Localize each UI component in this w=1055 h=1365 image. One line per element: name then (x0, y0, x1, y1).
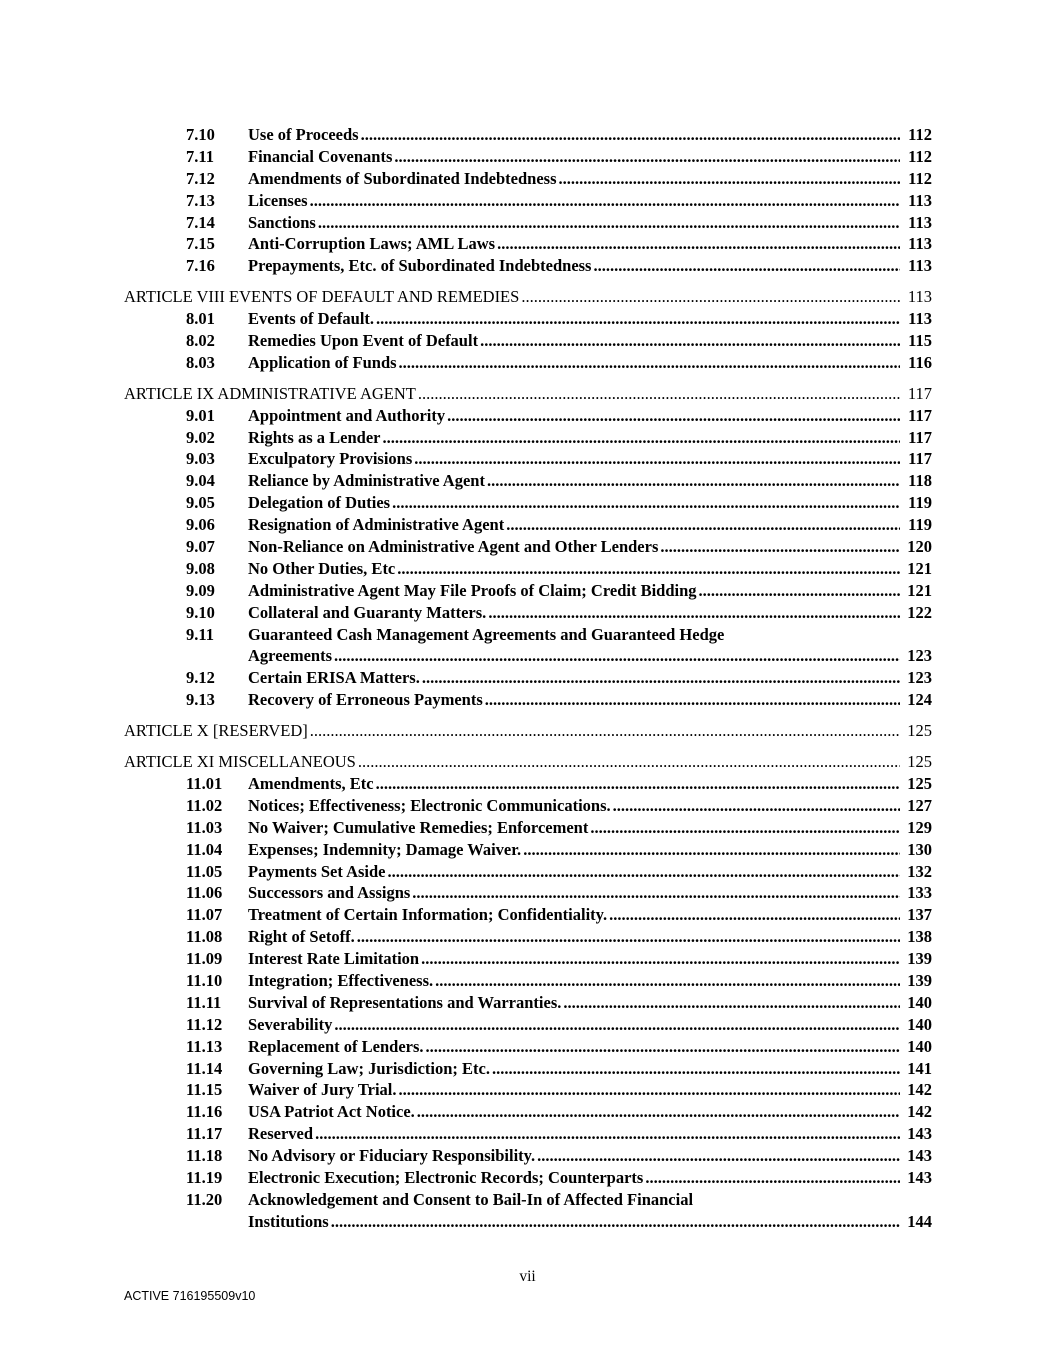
section-title: No Waiver; Cumulative Remedies; Enforcement (248, 817, 589, 837)
toc-leader-line (248, 948, 932, 970)
toc-leader-line (248, 904, 932, 926)
page-ref: 144 (907, 1211, 932, 1231)
section-title: Appointment and Authority (248, 405, 446, 425)
dot-leader (315, 1123, 900, 1145)
page-number: vii (519, 1268, 536, 1285)
dot-leader (334, 1014, 900, 1036)
toc-leader-line (248, 212, 932, 234)
page-ref: 123 (907, 646, 932, 666)
toc-section-entry (124, 948, 932, 970)
page-ref: 142 (907, 1080, 932, 1100)
section-number: 9.02 (186, 427, 215, 447)
page-ref: 140 (907, 1014, 932, 1034)
page-ref: 115 (908, 331, 932, 351)
page-ref: 113 (908, 309, 932, 329)
section-number: 8.02 (186, 331, 215, 351)
section-title: Amendments, Etc (248, 773, 374, 793)
dot-leader (418, 383, 900, 405)
toc-leader-line (248, 580, 932, 602)
section-title: USA Patriot Act Notice. (248, 1102, 415, 1122)
toc-leader-line (248, 470, 932, 492)
toc-section-entry (124, 558, 932, 580)
section-number: 9.07 (186, 537, 215, 557)
section-title: Reserved (248, 1124, 314, 1144)
section-title: Prepayments, Etc. of Subordinated Indebtedness (248, 256, 592, 276)
toc-leader-line (248, 308, 932, 330)
section-title: Certain ERISA Matters. (248, 668, 420, 688)
toc-leader-line (248, 817, 932, 839)
section-number: 7.13 (186, 190, 215, 210)
section-number: 11.19 (186, 1167, 223, 1187)
section-number: 11.10 (186, 970, 223, 990)
dot-leader (417, 1101, 900, 1123)
section-title: Financial Covenants (248, 146, 393, 166)
section-number: 9.12 (186, 668, 215, 688)
section-title: Amendments of Subordinated Indebtedness (248, 168, 557, 188)
section-title: Treatment of Certain Information; Confidentiality. (248, 905, 608, 925)
toc-leader-line (248, 689, 932, 711)
toc-leader-line (124, 286, 932, 308)
toc-section-entry (124, 1189, 932, 1233)
dot-leader (447, 405, 900, 427)
page-ref: 143 (907, 1146, 932, 1166)
dot-leader (376, 308, 900, 330)
dot-leader (488, 602, 900, 624)
page-ref: 119 (908, 515, 932, 535)
page-ref: 116 (908, 352, 932, 372)
section-number: 11.01 (186, 773, 223, 793)
page-ref: 125 (907, 773, 932, 793)
section-title-line1: Acknowledgement and Consent to Bail-In of Affected Financial (248, 1189, 694, 1209)
dot-leader (480, 330, 900, 352)
toc-section-entry (124, 427, 932, 449)
dot-leader (426, 1036, 900, 1058)
toc-leader-line (124, 383, 932, 405)
toc-article-entry (124, 751, 932, 773)
section-title: Recovery of Erroneous Payments (248, 690, 483, 710)
section-number: 7.11 (186, 146, 214, 166)
toc-section-entry (124, 1036, 932, 1058)
toc-section-entry (124, 667, 932, 689)
article-title: ARTICLE X [RESERVED] (124, 721, 308, 741)
section-number: 11.05 (186, 861, 223, 881)
page-ref: 113 (908, 212, 932, 232)
toc-section-entry (124, 190, 932, 212)
section-title: Notices; Effectiveness; Electronic Communications. (248, 795, 611, 815)
toc-section-entry (124, 1123, 932, 1145)
toc-leader-line (248, 602, 932, 624)
dot-leader (590, 817, 900, 839)
article-title: ARTICLE XI MISCELLANEOUS (124, 752, 356, 772)
page-ref: 143 (907, 1167, 932, 1187)
section-title: Remedies Upon Event of Default (248, 331, 479, 351)
section-number: 11.16 (186, 1102, 223, 1122)
section-number: 9.11 (186, 624, 214, 644)
section-number: 11.06 (186, 883, 223, 903)
page-ref: 117 (907, 383, 932, 403)
section-title: Non-Reliance on Administrative Agent and Other Lenders (248, 537, 659, 557)
dot-leader (334, 645, 900, 667)
toc-section-entry (124, 330, 932, 352)
section-number: 9.13 (186, 690, 215, 710)
section-number: 9.05 (186, 493, 215, 513)
toc-section-entry (124, 904, 932, 926)
page-ref: 127 (907, 795, 932, 815)
section-title: Administrative Agent May File Proofs of Claim; Credit Bidding (248, 580, 697, 600)
toc-section-entry (124, 580, 932, 602)
section-number: 7.16 (186, 256, 215, 276)
section-title: Payments Set Aside (248, 861, 386, 881)
section-title: Interest Rate Limitation (248, 949, 420, 969)
toc-section-entry (124, 1145, 932, 1167)
page-ref: 112 (908, 125, 932, 144)
section-number: 11.17 (186, 1124, 223, 1144)
section-number: 7.10 (186, 125, 215, 144)
toc-section-entry (124, 1014, 932, 1036)
page-ref: 137 (907, 905, 932, 925)
section-number: 11.12 (186, 1014, 223, 1034)
article-title: ARTICLE VIII EVENTS OF DEFAULT AND REMEDIES (124, 287, 520, 307)
section-number: 11.11 (186, 992, 222, 1012)
page-ref: 121 (907, 558, 932, 578)
page-ref: 132 (907, 861, 932, 881)
toc-section-entry (124, 1058, 932, 1080)
section-number: 8.01 (186, 309, 215, 329)
page-ref: 138 (907, 927, 932, 947)
toc-leader-line (248, 839, 932, 861)
dot-leader (394, 146, 900, 168)
dot-leader (593, 255, 900, 277)
toc-section-entry (124, 839, 932, 861)
section-number: 9.03 (186, 449, 215, 469)
toc-section-entry (124, 124, 932, 146)
toc-leader-line (248, 514, 932, 536)
page-ref: 112 (908, 146, 932, 166)
toc-leader-line (248, 427, 932, 449)
toc-section-entry (124, 1101, 932, 1123)
toc-leader-line (248, 795, 932, 817)
dot-leader (318, 212, 900, 234)
page-ref: 120 (907, 537, 932, 557)
section-number: 11.07 (186, 905, 223, 925)
section-title: Licenses (248, 190, 308, 210)
section-title: No Other Duties, Etc (248, 558, 396, 578)
section-number: 9.09 (186, 580, 215, 600)
page-ref: 117 (908, 427, 932, 447)
toc-leader-line (248, 1145, 932, 1167)
section-title: Waiver of Jury Trial. (248, 1080, 397, 1100)
toc-leader-line (248, 1014, 932, 1036)
section-title: Expenses; Indemnity; Damage Waiver. (248, 839, 522, 859)
page-ref: 113 (907, 287, 932, 307)
toc-leader-line (248, 448, 932, 470)
toc-leader-line (248, 536, 932, 558)
toc-section-entry (124, 602, 932, 624)
toc-leader-line (248, 1079, 932, 1101)
toc-leader-line (248, 926, 932, 948)
toc-leader-line (248, 1058, 932, 1080)
page-ref: 119 (908, 493, 932, 513)
section-title: Severability (248, 1014, 333, 1034)
dot-leader (521, 286, 900, 308)
toc-section-entry (124, 255, 932, 277)
dot-leader (399, 352, 900, 374)
toc-section-entry (124, 536, 932, 558)
dot-leader (392, 492, 900, 514)
page-ref: 121 (907, 580, 932, 600)
section-number: 9.10 (186, 602, 215, 622)
dot-leader (382, 427, 900, 449)
toc-article-entry (124, 286, 932, 308)
dot-leader (609, 904, 900, 926)
dot-leader (422, 667, 900, 689)
toc-leader-line (248, 970, 932, 992)
toc-section-entry (124, 795, 932, 817)
section-title: Agreements (248, 646, 332, 666)
toc-article-entry (124, 720, 932, 742)
toc-leader-line (248, 992, 932, 1014)
section-title: Events of Default. (248, 309, 375, 329)
toc-leader-line (124, 720, 932, 742)
dot-leader (310, 190, 900, 212)
toc-leader-line (248, 168, 932, 190)
dot-leader (399, 1079, 901, 1101)
dot-leader (357, 926, 900, 948)
page-ref: 139 (907, 970, 932, 990)
toc-leader-line (248, 233, 932, 255)
section-title: Sanctions (248, 212, 316, 232)
toc-section-entry (124, 470, 932, 492)
section-title: Governing Law; Jurisdiction; Etc. (248, 1058, 490, 1078)
toc-section-entry (124, 773, 932, 795)
section-title: Use of Proceeds (248, 125, 359, 144)
section-number: 9.08 (186, 558, 215, 578)
section-title: Replacement of Lenders. (248, 1036, 424, 1056)
toc-leader-line (248, 1036, 932, 1058)
toc-leader-line (248, 1167, 932, 1189)
dot-leader (435, 970, 900, 992)
section-title: Successors and Assigns (248, 883, 411, 903)
dot-leader (485, 689, 900, 711)
toc-leader-line (124, 751, 932, 773)
dot-leader (506, 514, 900, 536)
article-title: ARTICLE IX ADMINISTRATIVE AGENT (124, 383, 416, 403)
toc-leader-line (248, 405, 932, 427)
page-ref: 143 (907, 1124, 932, 1144)
toc-leader-line (248, 1211, 932, 1233)
toc-leader-line (248, 667, 932, 689)
section-number: 11.13 (186, 1036, 223, 1056)
section-title: Reliance by Administrative Agent (248, 471, 485, 491)
table-of-contents (124, 124, 932, 1233)
page-ref: 118 (908, 471, 932, 491)
toc-leader-line (248, 492, 932, 514)
page-ref: 117 (908, 405, 932, 425)
toc-section-entry (124, 1079, 932, 1101)
section-number: 7.14 (186, 212, 215, 232)
dot-leader (414, 448, 900, 470)
section-title: Survival of Representations and Warranties. (248, 992, 562, 1012)
section-number: 11.18 (186, 1146, 223, 1166)
section-title: Institutions (248, 1211, 329, 1231)
dot-leader (397, 558, 900, 580)
toc-section-entry (124, 992, 932, 1014)
toc-section-entry (124, 448, 932, 470)
toc-section-entry (124, 146, 932, 168)
toc-leader-line (248, 352, 932, 374)
toc-section-entry (124, 1167, 932, 1189)
toc-section-entry (124, 689, 932, 711)
page-ref: 142 (907, 1102, 932, 1122)
section-title: Delegation of Duties (248, 493, 391, 513)
document-id: ACTIVE 716195509v10 (124, 1289, 256, 1303)
page-ref: 130 (907, 839, 932, 859)
toc-section-entry (124, 861, 932, 883)
section-number: 7.12 (186, 168, 215, 188)
page-ref: 112 (908, 168, 932, 188)
toc-section-entry (124, 168, 932, 190)
toc-article-entry (124, 383, 932, 405)
page-ref: 125 (907, 752, 932, 772)
page-ref: 139 (907, 949, 932, 969)
page-ref: 125 (907, 721, 932, 741)
dot-leader (613, 795, 900, 817)
dot-leader (559, 168, 900, 190)
section-number: 11.09 (186, 949, 223, 969)
toc-section-entry (124, 212, 932, 234)
dot-leader (310, 720, 900, 742)
section-title: Anti-Corruption Laws; AML Laws (248, 234, 496, 254)
dot-leader (358, 751, 900, 773)
dot-leader (497, 233, 900, 255)
section-title: Application of Funds (248, 352, 397, 372)
page-ref: 113 (908, 256, 932, 276)
toc-section-entry (124, 882, 932, 904)
dot-leader (361, 124, 900, 146)
section-number: 9.01 (186, 405, 215, 425)
toc-section-entry (124, 233, 932, 255)
section-number: 8.03 (186, 352, 215, 372)
section-number: 11.14 (186, 1058, 223, 1078)
section-title: Integration; Effectiveness. (248, 970, 434, 990)
page-ref: 140 (907, 1036, 932, 1056)
section-title: Electronic Execution; Electronic Records; Counterparts (248, 1167, 644, 1187)
page-ref: 129 (907, 817, 932, 837)
dot-leader (388, 861, 901, 883)
dot-leader (421, 948, 900, 970)
toc-leader-line (248, 330, 932, 352)
toc-leader-line (248, 882, 932, 904)
section-title: Resignation of Administrative Agent (248, 515, 505, 535)
toc-leader-line (248, 861, 932, 883)
dot-leader (645, 1167, 900, 1189)
page-ref: 122 (907, 602, 932, 622)
section-number: 11.03 (186, 817, 223, 837)
dot-leader (699, 580, 900, 602)
section-title: Right of Setoff. (248, 927, 355, 947)
dot-leader (412, 882, 900, 904)
toc-leader-line (248, 645, 932, 667)
toc-leader-line (248, 124, 932, 146)
toc-leader-line (248, 558, 932, 580)
toc-section-entry (124, 352, 932, 374)
dot-leader (523, 839, 900, 861)
page-ref: 113 (908, 190, 932, 210)
toc-section-entry (124, 817, 932, 839)
dot-leader (331, 1211, 900, 1233)
page-ref: 123 (907, 668, 932, 688)
dot-leader (537, 1145, 900, 1167)
toc-leader-line (248, 190, 932, 212)
section-title: Rights as a Lender (248, 427, 381, 447)
toc-leader-line (248, 146, 932, 168)
section-title-line1: Guaranteed Cash Management Agreements and Guaranteed Hedge (248, 624, 725, 644)
dot-leader (660, 536, 900, 558)
toc-leader-line (248, 773, 932, 795)
section-number: 7.15 (186, 234, 215, 254)
toc-section-entry (124, 926, 932, 948)
section-number: 9.04 (186, 471, 215, 491)
toc-section-entry (124, 970, 932, 992)
page-ref: 133 (907, 883, 932, 903)
page-ref: 117 (908, 449, 932, 469)
section-number: 11.20 (186, 1189, 223, 1209)
toc-leader-line (248, 1123, 932, 1145)
section-title: Collateral and Guaranty Matters. (248, 602, 487, 622)
dot-leader (563, 992, 900, 1014)
page-ref: 124 (907, 690, 932, 710)
section-number: 11.04 (186, 839, 223, 859)
section-title: Exculpatory Provisions (248, 449, 413, 469)
toc-section-entry (124, 514, 932, 536)
page-ref: 113 (908, 234, 932, 254)
section-number: 9.06 (186, 515, 215, 535)
toc-section-entry (124, 624, 932, 668)
toc-section-entry (124, 492, 932, 514)
toc-leader-line (248, 1101, 932, 1123)
section-number: 11.15 (186, 1080, 223, 1100)
dot-leader (487, 470, 900, 492)
section-number: 11.02 (186, 795, 223, 815)
section-number: 11.08 (186, 927, 223, 947)
page-ref: 141 (907, 1058, 932, 1078)
dot-leader (492, 1058, 900, 1080)
page-ref: 140 (907, 992, 932, 1012)
toc-section-entry (124, 405, 932, 427)
section-title: No Advisory or Fiduciary Responsibility. (248, 1146, 536, 1166)
dot-leader (376, 773, 900, 795)
toc-section-entry (124, 308, 932, 330)
toc-leader-line (248, 255, 932, 277)
